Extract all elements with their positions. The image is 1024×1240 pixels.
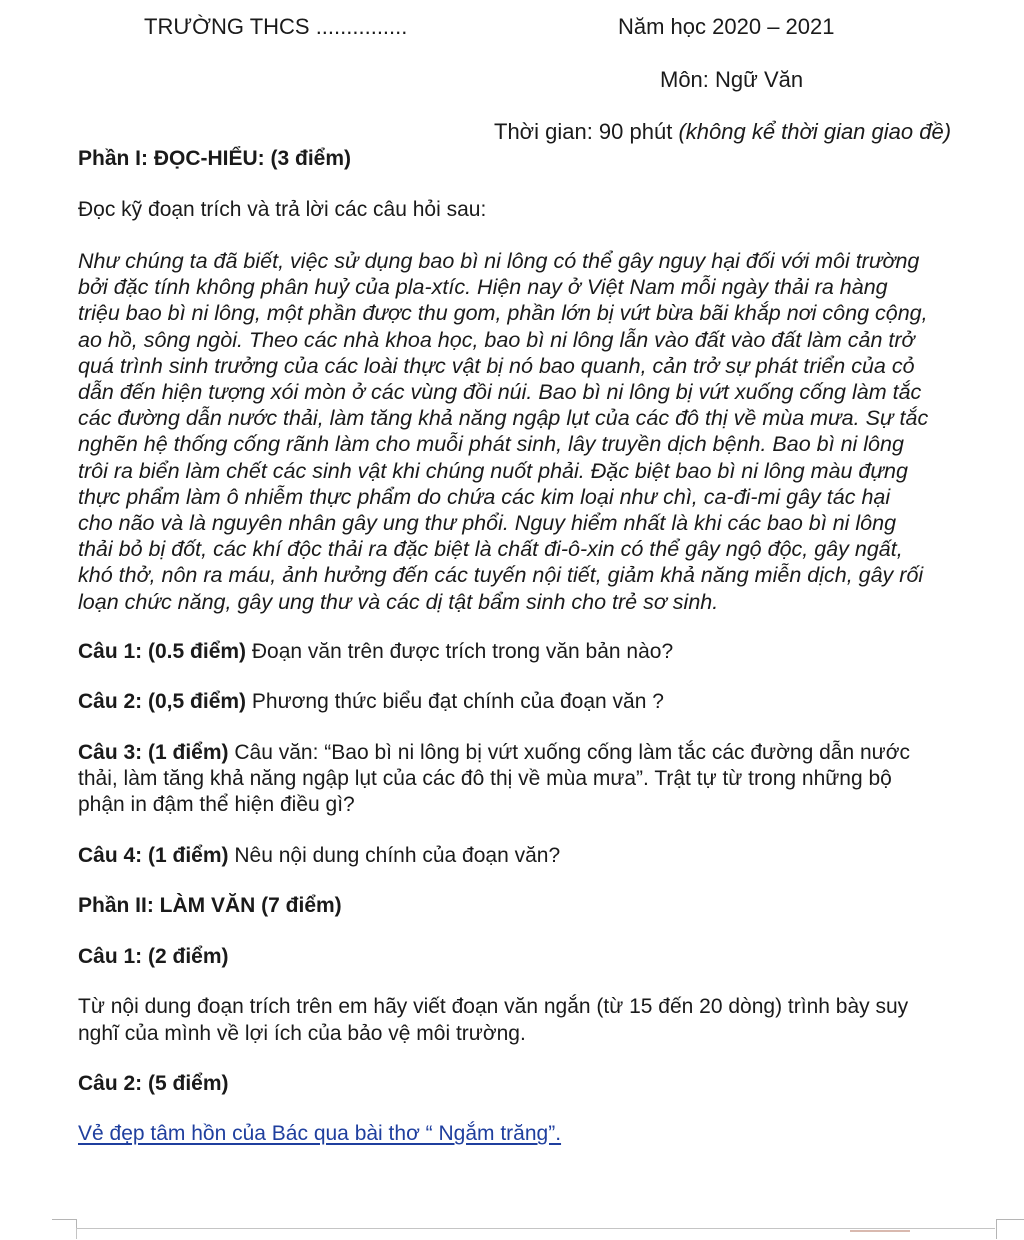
passage-line: thải bỏ bị đốt, các khí độc thải ra đặc biệt là chất đi-ô-xin có thể gây ngộ độc, gây ngất, [78,537,903,562]
time-note: (không kể thời gian giao đề) [678,119,952,144]
next-page-edge-right [996,1219,1024,1239]
next-page-edge-left [52,1219,77,1239]
passage-line: bởi đặc tính không phân huỷ của pla-xtíc. Hiện nay ở Việt Nam mỗi ngày thải ra hàng [78,275,888,300]
question-text: Nêu nội dung chính của đoạn văn? [234,843,561,867]
part2-title: Phần II: LÀM VĂN (7 điểm) [78,894,342,918]
essay-question-text: Từ nội dung đoạn trích trên em hãy viết đoạn văn ngắn (từ 15 đến 20 dòng) trình bày suy [78,995,909,1019]
essay-question-2 [78,1121,1003,1147]
time-label: Thời gian: 90 phút [494,119,673,144]
essay-question-text: nghĩ của mình về lợi ích của bảo vệ môi trường. [78,1021,526,1045]
part2-title-block [78,893,1003,919]
passage-line: thực phẩm làm ô nhiễm thực phẩm do chứa các kim loại như chì, ca-đi-mi gây tác hại [78,484,891,509]
question-label: Câu 4: (1 điểm) [78,843,229,867]
essay-question-2-label: Câu 2: (5 điểm) [78,1071,229,1095]
question-text: phận in đậm thể hiện điều gì? [78,793,355,817]
passage-line: khó thở, nôn ra máu, ảnh hưởng đến các tuyến nội tiết, giảm khả năng miễn dịch, gây rối [78,563,924,588]
essay-question-1 [78,994,1003,1047]
essay-prompt-link[interactable]: Vẻ đẹp tâm hồn của Bác qua bài thơ “ Ngắm trăng”. [78,1122,562,1146]
passage-line: triệu bao bì ni lông, một phần được thu gom, phần lớn bị vứt bừa bãi khắp nơi công cộng, [78,301,928,326]
reading-passage [78,248,1003,615]
question-4 [78,843,1003,869]
part1-title: Phần I: ĐỌC-HIỂU: (3 điểm) [78,147,352,170]
passage-line: cho não và là nguyên nhân gây ung thư phổi. Nguy hiểm nhất là khi các bao bì ni lông [78,511,897,536]
passage-line: Như chúng ta đã biết, việc sử dụng bao bì ni lông có thể gây nguy hại đối với môi trường [78,249,920,273]
question-text: Phương thức biểu đạt chính của đoạn văn ? [251,690,664,714]
subject-line: Môn: Ngữ Văn [660,67,804,92]
question-label: Câu 1: (0.5 điểm) [78,639,247,663]
school-year: Năm học 2020 – 2021 [618,14,835,39]
time-line [494,118,951,146]
next-page-mark [850,1230,910,1240]
essay-question-2-label-block [78,1071,1003,1097]
passage-line: loạn chức năng, gây ung thư và các dị tật bẩm sinh cho trẻ sơ sinh. [78,589,719,614]
exam-content [78,146,1003,1148]
school-name: TRƯỜNG THCS ............... [144,14,408,39]
essay-question-1-label: Câu 1: (2 điểm) [78,944,229,968]
passage-line: dẫn đến hiện tượng xói mòn ở các vùng đồi núi. Bao bì ni lông bị vứt xuống cống làm tắc [78,380,922,405]
question-text: Đoạn văn trên được trích trong văn bản nào? [251,639,674,663]
question-3 [78,740,1003,819]
passage-line: nghẽn hệ thống cống rãnh làm cho muỗi phát sinh, lây truyền dịch bệnh. Bao bì ni lông [78,432,904,457]
question-text: thải, làm tăng khả năng ngập lụt của các đô thị về mùa mưa”. Trật tự từ trong những bộ [78,767,892,791]
part1-instruction: Đọc kỹ đoạn trích và trả lời các câu hỏi sau: [78,198,487,221]
essay-question-1-label-block [78,944,1003,970]
question-label: Câu 3: (1 điểm) [78,740,229,764]
question-1 [78,639,1003,665]
question-2 [78,689,1003,715]
passage-line: quá trình sinh trưởng của các loài thực vật bị nó bao quanh, cản trở sự phát triển của cỏ [78,353,915,378]
passage-line: ao hồ, sông ngòi. Theo các nhà khoa học, bao bì ni lông lẫn vào đất vào đất làm cản trở [78,327,915,352]
passage-line: trôi ra biển làm chết các sinh vật khi chúng nuốt phải. Đặc biệt bao bì ni lông màu đựng [78,458,908,483]
passage-line: các đường dẫn nước thải, làm tăng khả năng ngập lụt của các đô thị về mùa mưa. Sự tắc [78,406,929,431]
question-text: Câu văn: “Bao bì ni lông bị vứt xuống cống làm tắc các đường dẫn nước [234,740,910,764]
question-label: Câu 2: (0,5 điểm) [78,690,247,714]
